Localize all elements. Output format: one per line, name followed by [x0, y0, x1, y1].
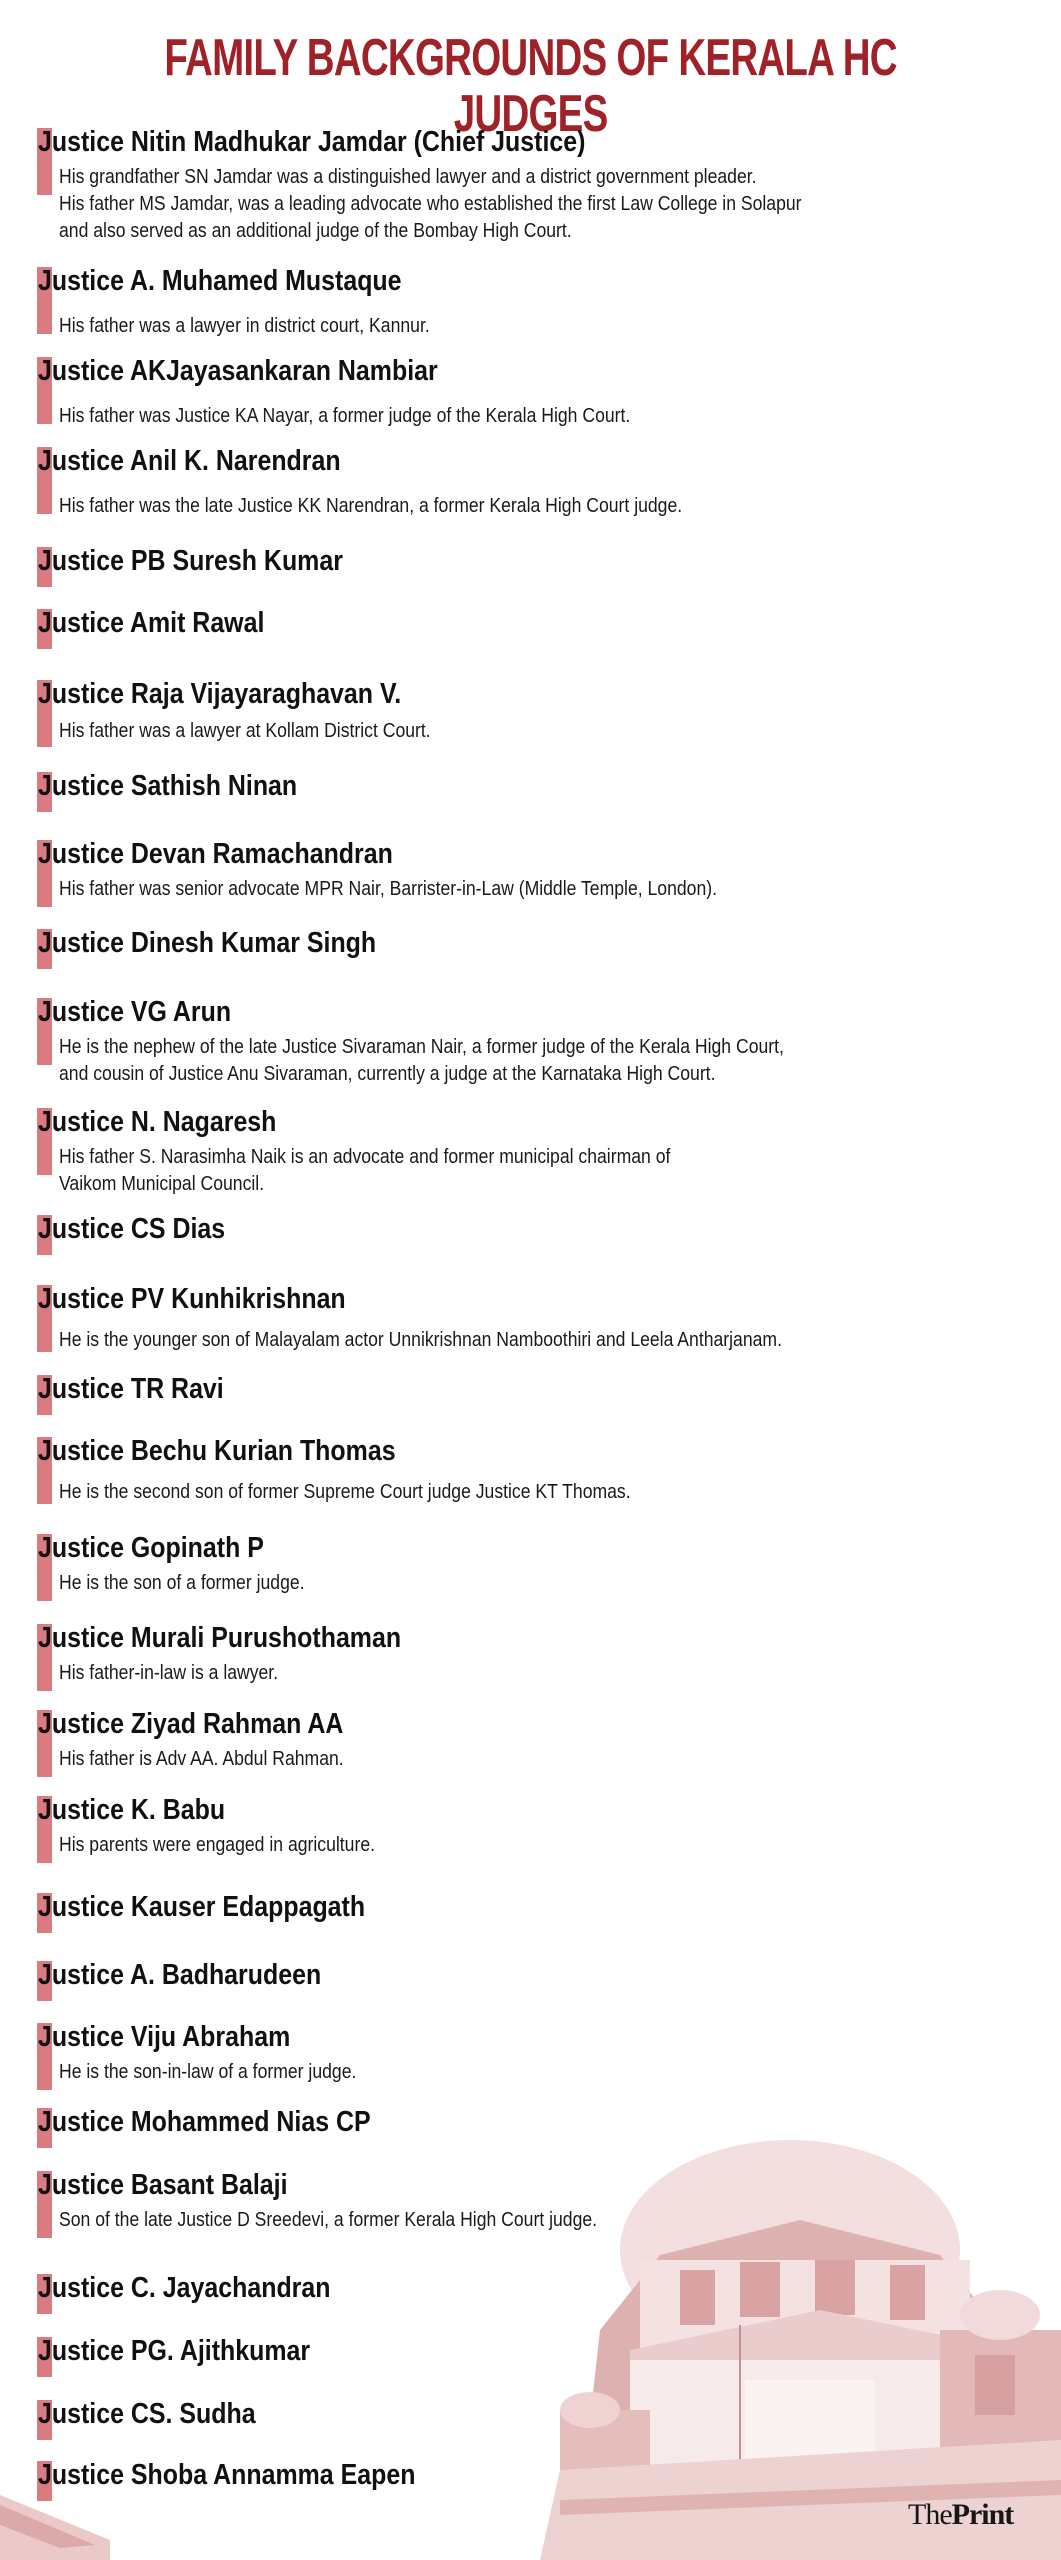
- judge-name: Justice Anil K. Narendran: [38, 445, 341, 477]
- judge-family-background: [59, 1034, 939, 1088]
- judge-name: Justice TR Ravi: [38, 1373, 224, 1405]
- judge-name: Justice Devan Ramachandran: [38, 838, 393, 870]
- judge-family-background: [59, 1479, 939, 1506]
- judge-name: Justice Kauser Edappagath: [38, 1891, 366, 1923]
- background-line: His parents were engaged in agriculture.: [59, 1834, 376, 1856]
- background-line: His father was a lawyer in district court, Kannur.: [59, 315, 430, 337]
- background-line: He is the son of a former judge.: [59, 1572, 305, 1594]
- judge-name: Justice AKJayasankaran Nambiar: [38, 355, 438, 387]
- judge-family-background: [59, 164, 939, 245]
- background-line: His father was Justice KA Nayar, a former judge of the Kerala High Court.: [59, 405, 631, 427]
- background-line: He is the son-in-law of a former judge.: [59, 2061, 357, 2083]
- judge-name: Justice Murali Purushothaman: [38, 1622, 402, 1654]
- judge-family-background: [59, 403, 939, 430]
- background-line: He is the younger son of Malayalam actor Unnikrishnan Namboothiri and Leela Antharjanam.: [59, 1329, 782, 1351]
- judge-name: Justice A. Muhamed Mustaque: [38, 265, 402, 297]
- logo-print: Print: [951, 2498, 1014, 2531]
- judge-family-background: [59, 1144, 939, 1198]
- background-line: His father S. Narasimha Naik is an advocate and former municipal chairman of: [59, 1146, 671, 1168]
- background-line: His father is Adv AA. Abdul Rahman.: [59, 1748, 344, 1770]
- judge-name: Justice VG Arun: [38, 996, 232, 1028]
- judge-name: Justice Ziyad Rahman AA: [38, 1708, 344, 1740]
- judge-name: Justice Gopinath P: [38, 1532, 264, 1564]
- judge-family-background: [59, 876, 939, 903]
- judge-family-background: [59, 2059, 939, 2086]
- judge-family-background: [59, 2207, 939, 2234]
- background-line: His father-in-law is a lawyer.: [59, 1662, 279, 1684]
- judge-name: Justice Mohammed Nias CP: [38, 2106, 371, 2138]
- judge-name: Justice CS Dias: [38, 1213, 226, 1245]
- judge-family-background: [59, 1746, 939, 1773]
- judge-name: Justice Sathish Ninan: [38, 770, 298, 802]
- judge-name: Justice N. Nagaresh: [38, 1106, 277, 1138]
- judge-family-background: [59, 1327, 939, 1354]
- background-line: and cousin of Justice Anu Sivaraman, currently a judge at the Karnataka High Court.: [59, 1063, 716, 1085]
- judge-name: Justice C. Jayachandran: [38, 2272, 331, 2304]
- judge-family-background: [59, 313, 939, 340]
- judge-name: Justice PB Suresh Kumar: [38, 545, 343, 577]
- background-line: His father MS Jamdar, was a leading advocate who established the first Law College in Solapur: [59, 193, 802, 215]
- page-title: FAMILY BACKGROUNDS OF KERALA HC JUDGES: [164, 29, 897, 143]
- judge-name: Justice Dinesh Kumar Singh: [38, 927, 377, 959]
- background-line: His father was senior advocate MPR Nair, Barrister-in-Law (Middle Temple, London).: [59, 878, 717, 900]
- background-line: His grandfather SN Jamdar was a distinguished lawyer and a district government pleader.: [59, 166, 757, 188]
- background-line: Vaikom Municipal Council.: [59, 1173, 265, 1195]
- judge-family-background: [59, 1832, 939, 1859]
- background-line: He is the nephew of the late Justice Sivaraman Nair, a former judge of the Kerala High Court,: [59, 1036, 784, 1058]
- judge-name: Justice Basant Balaji: [38, 2169, 288, 2201]
- judge-family-background: [59, 718, 939, 745]
- judge-name: Justice Nitin Madhukar Jamdar (Chief Justice): [38, 126, 586, 158]
- logo-the: The: [908, 2498, 952, 2531]
- judge-family-background: [59, 1570, 939, 1597]
- judge-family-background: [59, 1660, 939, 1687]
- theprint-logo: [908, 2498, 1013, 2532]
- judge-name: Justice CS. Sudha: [38, 2398, 256, 2430]
- judge-name: Justice PG. Ajithkumar: [38, 2335, 311, 2367]
- judge-name: Justice Amit Rawal: [38, 607, 265, 639]
- judge-name: Justice Shoba Annamma Eapen: [38, 2459, 416, 2491]
- background-line: Son of the late Justice D Sreedevi, a former Kerala High Court judge.: [59, 2209, 598, 2231]
- judge-name: Justice PV Kunhikrishnan: [38, 1283, 346, 1315]
- judge-name: Justice K. Babu: [38, 1794, 226, 1826]
- judge-name: Justice Viju Abraham: [38, 2021, 291, 2053]
- judge-family-background: [59, 493, 939, 520]
- judge-name: Justice Raja Vijayaraghavan V.: [38, 678, 402, 710]
- judge-name: Justice A. Badharudeen: [38, 1959, 322, 1991]
- background-line: and also served as an additional judge of the Bombay High Court.: [59, 220, 572, 242]
- background-line: His father was the late Justice KK Narendran, a former Kerala High Court judge.: [59, 495, 683, 517]
- background-line: He is the second son of former Supreme Court judge Justice KT Thomas.: [59, 1481, 631, 1503]
- judge-name: Justice Bechu Kurian Thomas: [38, 1435, 396, 1467]
- background-line: His father was a lawyer at Kollam District Court.: [59, 720, 431, 742]
